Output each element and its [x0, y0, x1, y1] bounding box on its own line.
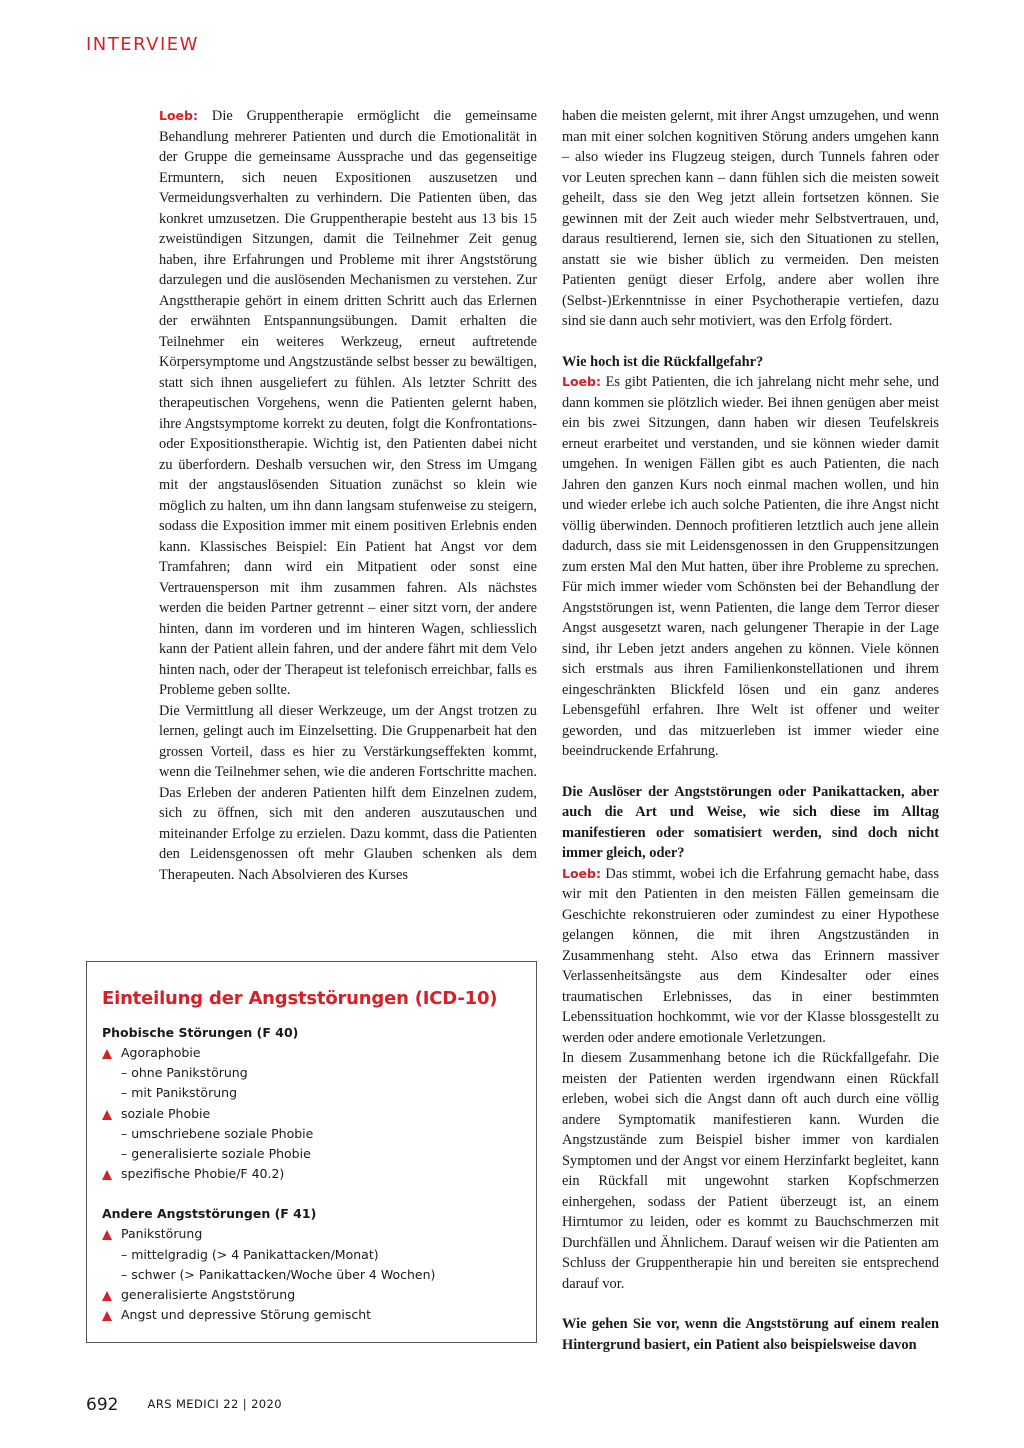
paragraph: haben die meisten gelernt, mit ihrer Angst umzugehen, und wenn man mit einer solchen kognitiven Störung anders umgehen kann – also wieder ins Flugzeug steigen, durch Tunnels fahren oder vor Leuten sprechen kann – dann fühlen sich die meisten soweit geheilt, dass sie den Weg jetzt allein fortsetzen können. Sie gewinnen mit der Zeit auch wieder mehr Selbstvertrauen, und, daraus resultierend, lernen sie, sich den Situationen zu stellen, anstatt sie wie bisher üblich zu vermeiden. Den meisten Patienten genügt dieser Erfolg, andere aber wollen ihre (Selbst-)Erkenntnisse in einer Psychotherapie vertiefen, dazu sind sie dann auch sehr motiviert, was den Erfolg fördert. — [562, 108, 939, 329]
right-column — [562, 106, 939, 1355]
list-item — [102, 1164, 521, 1184]
paragraph-text: Die Gruppentherapie ermöglicht die gemeinsame Behandlung mehrerer Patienten und durch die Emotionalität in der Gruppe die gemeinsame Aussprache und das gegenseitige Ermuntern, sich neuen Expositionen auszusetzen und Vermeidungsverhalten zu verhindern. Die Patienten üben, das konkret umzusetzen. Die Gruppentherapie besteht aus 13 bis 15 zweistündigen Sitzungen, damit die Teilnehmer Zeit genug haben, ihre Erfahrungen und Probleme mit ihrer Angststörung darzulegen und die auslösenden Mechanismen zu verstehen. Zur Angsttherapie gehört in einem dritten Schritt auch das Erlernen der erwähnten Entspannungsübungen. Damit erhalten die Teilnehmer ein weiteres Werkzeug, erneut auftretende Körpersymptome und Angstzustände selbst besser zu bewältigen, statt sich ihnen ausgeliefert zu fühlen. Als letzter Schritt des therapeutischen Vorgehens, wenn die Patienten gelernt haben, ihre Angstsymptome korrekt zu deuten, folgt die Konfrontations- oder Expositionstherapie. Wichtig ist, den Patienten dabei nicht zu überfordern. Deshalb versuchen wir, den Stress im Umgang mit der angstauslösenden Situation zunächst so klein wie möglich zu halten, um ihn dann langsam stufenweise zu steigern, sodass die Exposition immer mit einem positiven Erlebnis enden kann. Klassisches Beispiel: Ein Patient hat Angst vor dem Tramfahren; dann wird ein Mitpatient oder sonst eine Vertrauensperson mit ihm zusammen fahren. Als nächstes werden die beiden Partner getrennt – einer sitzt vorn, der andere hinten, dann im vorderen und im hinteren Wagen, schliesslich kann der Patient allein fahren, und der andere fährt mit dem Velo hinten nach, oder der Therapeut ist telefonisch erreichbar, falls es Probleme geben sollte. — [159, 108, 537, 698]
triangle-up-icon — [102, 1110, 112, 1120]
speaker-label: Loeb: — [159, 108, 198, 123]
paragraph-text: Es gibt Patienten, die ich jahrelang nicht mehr sehe, und dann kommen sie plötzlich wieder. Bei ihnen genügen aber meist ein bis zwei Sitzungen, dann haben wir diesen Teufelskreis erneut erarbeitet und verstanden, und sie können wieder damit umgehen. In wenigen Fällen gibt es auch Patienten, die nach Jahren den ganzen Kurs noch einmal machen wollen, und hin und wieder erlebe ich auch solche Patienten, die ihre Angst nicht völlig überwinden. Dennoch profitieren letztlich auch jene allein dadurch, dass sie mit Leidensgenossen in den Gruppensitzungen zum ersten Mal den Mut hatten, über ihre Probleme zu sprechen. Für mich immer wieder vom Schönsten bei der Behandlung der Angststörungen ist, wenn Patienten, die lange dem Terror dieser Angst ausgesetzt waren, nach gelungener Therapie in der Lage sind, ihr Leben jetzt anders angehen zu können. Viele können sich erstmals aus ihren Familienkonstellationen und ihrem eingeschränkten Blickfeld lösen und ein ganz anderes Lebensgefühl erfahren. Ihre Welt ist offener und weiter geworden, und das mitzuerleben ist immer wieder eine beeindruckende Erfahrung. — [562, 374, 939, 759]
list-item — [102, 1285, 521, 1305]
info-box — [86, 961, 537, 1343]
list-item-text: spezifische Phobie/F 40.2) — [121, 1166, 285, 1182]
box-list — [102, 1224, 521, 1325]
list-item — [102, 1083, 521, 1103]
list-item-text: generalisierte Angststörung — [121, 1287, 296, 1303]
footer — [86, 1395, 282, 1415]
left-column — [159, 106, 537, 885]
box-title: Einteilung der Angststörungen (ICD-10) — [102, 988, 498, 1009]
list-item-text: – mit Panikstörung — [121, 1085, 237, 1101]
speaker-label: Loeb: — [562, 374, 601, 389]
interview-question: Wie hoch ist die Rückfallgefahr? — [562, 353, 764, 370]
list-item — [102, 1104, 521, 1124]
list-item-text: Angst und depressive Störung gemischt — [121, 1307, 372, 1323]
box-subtitle: Andere Angststörungen (F 41) — [102, 1206, 317, 1222]
triangle-up-icon — [102, 1291, 112, 1301]
section-tag: INTERVIEW — [86, 34, 199, 55]
interview-question: Die Auslöser der Angststörungen oder Panikattacken, aber auch die Art und Weise, wie sich diese im Alltag manifestieren oder somatisiert werden, sind doch nicht immer gleich, oder? — [562, 783, 939, 861]
box-list — [102, 1043, 521, 1184]
triangle-up-icon — [102, 1170, 112, 1180]
list-item-text: Agoraphobie — [121, 1045, 201, 1060]
box-subtitle: Phobische Störungen (F 40) — [102, 1025, 299, 1040]
paragraph — [562, 372, 939, 762]
list-item-text: – ohne Panikstörung — [121, 1065, 248, 1081]
paragraph: Die Vermittlung all dieser Werkzeuge, um der Angst trotzen zu lernen, gelingt auch im Einzelsetting. Die Gruppenarbeit hat den grossen Vorteil, dass es hier zu Verstärkungseffekten kommt, wenn die Teilnehmer sehen, wie die anderen Fortschritte machen. Das Erleben der anderen Patienten hilft dem Einzelnen zudem, sich zu öffnen, sich mit den anderen auszutauschen und miteinander Erfolge zu erzielen. Dazu kommt, dass die Patienten den Leidensgenossen oft mehr Glauben schenken als dem Therapeuten. Nach Absolvieren des Kurses — [159, 702, 537, 883]
list-item — [102, 1224, 521, 1244]
list-item-text: – mittelgradig (> 4 Panikattacken/Monat) — [121, 1246, 379, 1262]
triangle-up-icon — [102, 1049, 112, 1059]
list-item — [102, 1063, 521, 1083]
list-item — [102, 1305, 521, 1325]
paragraph: In diesem Zusammenhang betone ich die Rückfallgefahr. Die meisten der Patienten werden irgendwann einen Rückfall erleben, wobei sich die Angst dann oft auch durch eine völlig andere Symptomatik manifestieren kann. Wurden die Angstzustände zum Beispiel bisher immer von kardialen Symptomen und der Angst vor einem Herzinfarkt begleitet, kann ein Rückfall mit ungewohnt starken Kopfschmerzen einhergehen, sodass der Patient überzeugt ist, an einem Hirntumor zu leiden, oder es kommt zu Bauchschmerzen mit Durchfällen und Ähnlichem. Darauf weisen wir die Patienten am Schluss der Gruppentherapie hin und bereiten sie entsprechend darauf vor. — [562, 1050, 939, 1292]
list-item-text: – schwer (> Panikattacken/Woche über 4 Wochen) — [121, 1266, 436, 1282]
list-item — [102, 1144, 521, 1164]
list-item — [102, 1124, 521, 1144]
journal-name: ARS MEDICI 22 | 2020 — [147, 1397, 282, 1411]
page-number: 692 — [86, 1395, 119, 1415]
triangle-up-icon — [102, 1230, 112, 1240]
triangle-up-icon — [102, 1311, 112, 1321]
list-item-text: Panikstörung — [121, 1226, 203, 1242]
list-item — [102, 1265, 521, 1285]
list-item-text: – umschriebene soziale Phobie — [121, 1125, 314, 1141]
paragraph-text: Das stimmt, wobei ich die Erfahrung gemacht habe, dass wir mit den Patienten in den meisten Fällen gemeinsam die Geschichte rekonstruieren oder zumindest zu einer Hypothese gelangen können, die mit ihren Angstzuständen in Zusammenhang steht. Also etwa das Erinnern massiver Verlassenheitsängste aus dem Kindesalter oder eines traumatischen Erlebnisses, das in einer bestimmten Lebenssituation hochkommt, wie vor der Klasse blossgestellt zu werden oder andere emotionale Verletzungen. — [562, 865, 939, 1046]
list-item — [102, 1245, 521, 1265]
interview-question: Wie gehen Sie vor, wenn die Angststörung auf einem realen Hintergrund basiert, ein Patient also beispielsweise davon — [562, 1316, 939, 1353]
list-item-text: soziale Phobie — [121, 1105, 211, 1121]
paragraph — [159, 106, 537, 701]
list-item — [102, 1043, 521, 1063]
list-item-text: – generalisierte soziale Phobie — [121, 1146, 311, 1162]
speaker-label: Loeb: — [562, 865, 601, 881]
paragraph — [562, 864, 939, 1049]
